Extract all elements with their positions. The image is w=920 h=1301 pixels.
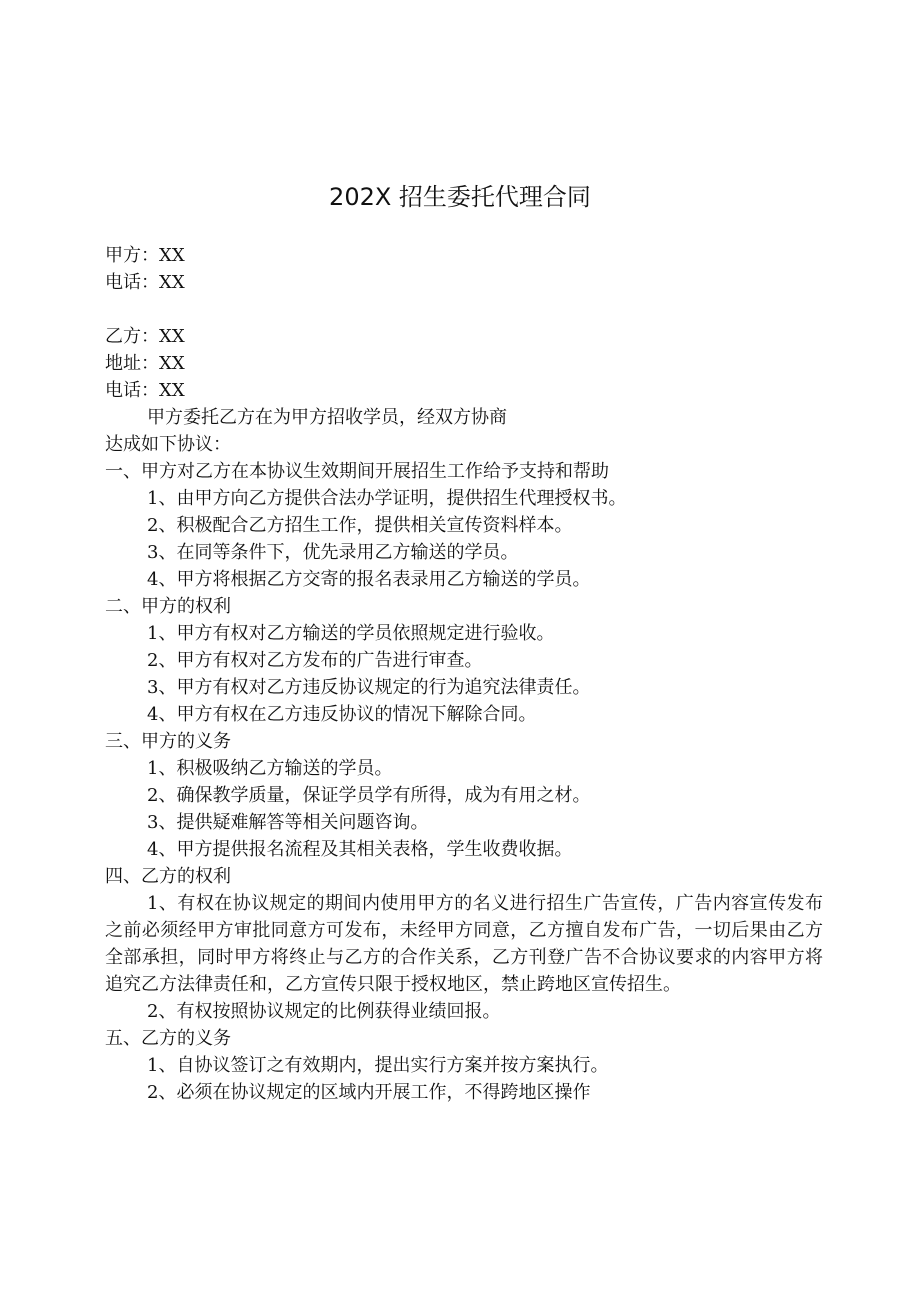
contract-body	[105, 242, 823, 1106]
section-item: 1、自协议签订之有效期内，提出实行方案并按方案执行。	[147, 1055, 609, 1076]
party-a-name: 甲方：XX	[105, 245, 185, 266]
section-item: 2、积极配合乙方招生工作，提供相关宣传资料样本。	[147, 515, 573, 536]
party-b-phone: 电话：XX	[105, 380, 185, 401]
section-heading: 二、甲方的权利	[105, 596, 231, 617]
section-heading: 五、乙方的义务	[105, 1028, 231, 1049]
section-item: 1、甲方有权对乙方输送的学员依照规定进行验收。	[147, 623, 555, 644]
section-item: 2、确保教学质量，保证学员学有所得，成为有用之材。	[147, 785, 591, 806]
section-item: 1、积极吸纳乙方输送的学员。	[147, 758, 393, 779]
party-b-name: 乙方：XX	[105, 326, 185, 347]
section-item: 2、甲方有权对乙方发布的广告进行审查。	[147, 650, 483, 671]
section-item: 2、有权按照协议规定的比例获得业绩回报。	[147, 1001, 501, 1022]
section-item: 3、甲方有权对乙方违反协议规定的行为追究法律责任。	[147, 677, 591, 698]
intro-line-2: 达成如下协议：	[105, 434, 231, 455]
section-item: 4、甲方将根据乙方交寄的报名表录用乙方输送的学员。	[147, 569, 591, 590]
section-item: 3、提供疑难解答等相关问题咨询。	[147, 812, 429, 833]
section-item: 2、必须在协议规定的区域内开展工作，不得跨地区操作	[147, 1082, 591, 1103]
party-a-phone: 电话：XX	[105, 272, 185, 293]
section-item: 4、甲方有权在乙方违反协议的情况下解除合同。	[147, 704, 537, 725]
page-title: 202X 招生委托代理合同	[329, 183, 591, 211]
party-b-address: 地址：XX	[105, 353, 185, 374]
section-item: 4、甲方提供报名流程及其相关表格，学生收费收据。	[147, 839, 573, 860]
section-item: 3、在同等条件下，优先录用乙方输送的学员。	[147, 542, 519, 563]
intro-line-1: 甲方委托乙方在为甲方招收学员，经双方协商	[147, 407, 507, 428]
spacer	[105, 296, 823, 323]
section-heading: 三、甲方的义务	[105, 731, 231, 752]
section-paragraph: 1、有权在协议规定的期间内使用甲方的名义进行招生广告宣传，广告内容宣传发布之前必须经甲方审批同意方可发布，未经甲方同意，乙方擅自发布广告，一切后果由乙方全部承担，同时甲方将终止与乙方的合作关系，乙方刊登广告不合协议要求的内容甲方将追究乙方法律责任和，乙方宣传只限于授权地区，禁止跨地区宣传招生。	[105, 893, 823, 995]
section-heading: 四、乙方的权利	[105, 866, 231, 887]
section-heading: 一、甲方对乙方在本协议生效期间开展招生工作给予支持和帮助	[105, 461, 609, 482]
section-item: 1、由甲方向乙方提供合法办学证明，提供招生代理授权书。	[147, 488, 627, 509]
